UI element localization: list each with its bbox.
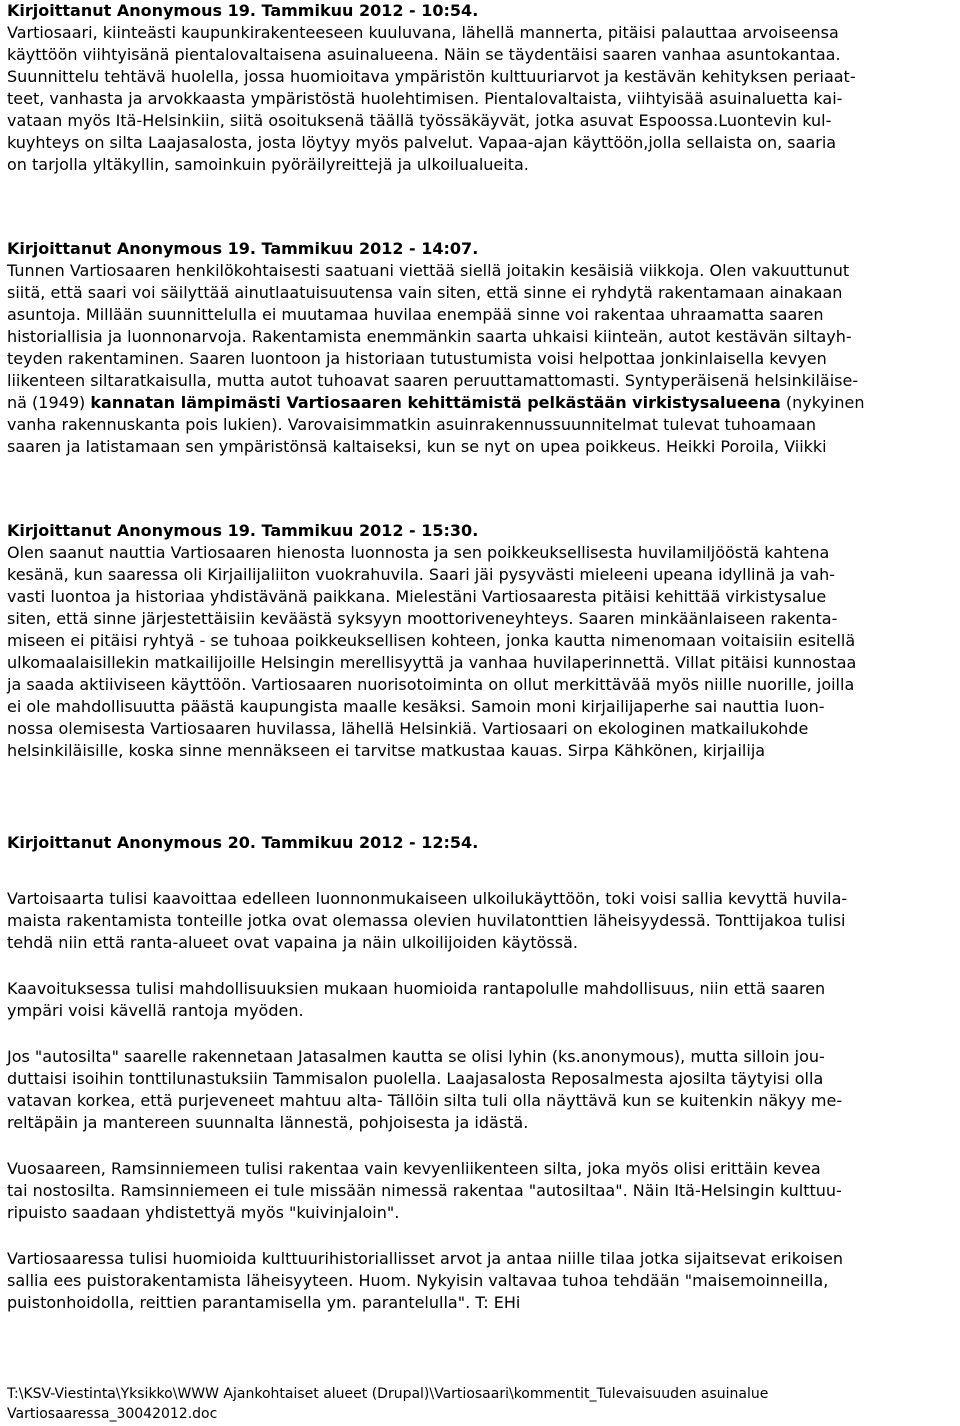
comment-line: nossa olemisesta Vartiosaaren huvilassa, lähellä Helsinkiä. Vartiosaari on ekologinen matkailukohde [7,719,809,738]
comment-line: historiallisia ja luonnonarvoja. Rakentamista enemmänkin saarta uhkaisi kiinteän, autot kestävän siltayh- [7,327,852,346]
comment-line: puistonhoidolla, reittien parantamisella ym. parantelulla". T: EHi [7,1293,521,1312]
comment-line: vatavan korkea, että purjeveneet mahtuu alta- Tällöin silta tuli olla näyttävä kun se kuitenkin näkyy me- [7,1091,843,1110]
comment-line: Tunnen Vartiosaaren henkilökohtaisesti saatuani viettää siellä joitakin kesäisiä viikkoja. Olen vakuuttunut [7,261,850,280]
comment-line: helsinkiläisille, koska sinne mennäkseen ei tarvitse matkustaa kauas. Sirpa Kähkönen, kirjailija [7,741,766,760]
comment-line: käyttöön viihtyisänä pientalovaltaisena asuinalueena. Näin se täydentäisi saaren vanhaa asuntokantaa. [7,45,841,64]
comment-heading: Kirjoittanut Anonymous 19. Tammikuu 2012 - 14:07. [7,239,479,258]
comment-line: Vartiosaari, kiinteästi kaupunkirakenteeseen kuuluvana, lähellä mannerta, pitäisi palauttaa arvoiseensa [7,23,839,42]
comment-line: Suunnittelu tehtävä huolella, jossa huomioitava ympäristön kulttuuriarvot ja kestävän kehityksen periaat- [7,67,856,86]
line-text: nä (1949) [7,393,91,412]
comment-line: vasti luontoa ja historiaa yhdistävänä paikkana. Mielestäni Vartiosaaresta pitäisi kehittää virkistysalue [7,587,827,606]
comment-line: Vartiosaaressa tulisi huomioida kulttuurihistoriallisset arvot ja antaa niille tilaa jotka sijaitsevat erikoisen [7,1249,843,1268]
line-text: (nykyinen [780,393,865,412]
comment-line: Olen saanut nauttia Vartiosaaren hienosta luonnosta ja sen poikkeuksellisesta huvilamiljööstä kahtena [7,543,830,562]
comment-line: liikenteen siltaratkaisulla, mutta autot tuhoavat saaren peruuttamattomasti. Syntyperäisenä helsinkiläise- [7,371,859,390]
comment-line: siten, että sinne järjestettäisiin keväästä syksyyn moottoriveneyhteys. Saaren minkäänlaiseen rakenta- [7,609,838,628]
comment-line: miseen ei pitäisi ryhtyä - se tuhoaa poikkeuksellisen kohteen, jonka kautta nimenomaan voitaisiin esitellä [7,631,856,650]
footer-file-path: T:\KSV-Viestinta\Yksikko\WWW Ajankohtaiset alueet (Drupal)\Vartiosaari\kommentit_Tulevaisuuden asuinalue [7,1386,769,1402]
comment-heading: Kirjoittanut Anonymous 20. Tammikuu 2012 - 12:54. [7,833,479,852]
comment-heading: Kirjoittanut Anonymous 19. Tammikuu 2012 - 15:30. [7,521,479,540]
comment-line: maista rakentamista tonteille jotka ovat olemassa olevien huvilatonttien läheisyydessä. Tonttijakoa tulisi [7,911,846,930]
comment-line: Jos "autosilta" saarelle rakennetaan Jatasalmen kautta se olisi lyhin (ks.anonymous), mutta silloin jou- [7,1047,825,1066]
comment-line: sallia ees puistorakentamista läheisyyteen. Huom. Nykyisin valtavaa tuhoa tehdään "maisemoinneilla, [7,1271,829,1290]
comment-line: vataan myös Itä-Helsinkiin, siitä osoituksenä täällä työssäkäyvät, jotka asuvat Espoossa.Luontevin kul- [7,111,832,130]
comment-line: teet, vanhasta ja arvokkaasta ympäristöstä huolehtimisen. Pientalovaltaista, viihtyisää asuinaluetta kai- [7,89,843,108]
comment-line: saaren ja latistamaan sen ympäristönsä kaltaiseksi, kun se nyt on upea poikkeus. Heikki Poroila, Viikki [7,437,827,456]
comment-line: on tarjolla yltäkyllin, samoinkuin pyöräilyreittejä ja ulkoilualueita. [7,155,529,174]
comment-line: ripuisto saadaan yhdistettyä myös "kuivinjaloin". [7,1203,400,1222]
comment-line: duttaisi isoihin tonttilunastuksiin Tammisalon puolella. Laajasalosta Reposalmesta ajosilta täytyisi olla [7,1069,824,1088]
comment-line: Vartoisaarta tulisi kaavoittaa edelleen luonnonmukaiseen ulkoilukäyttöön, toki voisi sallia kevyttä huvila- [7,889,848,908]
comment-line: ei ole mahdollisuutta päästä kaupungista maalle kesäksi. Samoin moni kirjailijaperhe sai nauttia luon- [7,697,825,716]
comment-line: siitä, että saari voi säilyttää ainutlaatuisuutensa vain siten, että sinne ei ryhdytä rakentamaan ainakaan [7,283,843,302]
comment-line: kuyhteys on silta Laajasalosta, josta löytyy myös palvelut. Vapaa-ajan käyttöön,jolla sellaista on, saaria [7,133,837,152]
emphasis-text: kannatan lämpimästi Vartiosaaren kehittämistä pelkästään virkistysalueena [90,393,781,412]
comment-line: ja saada aktiiviseen käyttöön. Vartiosaaren nuorisotoiminta on ollut merkittävää myös niille nuorille, joilla [7,675,855,694]
comment-line: reltäpäin ja mantereen suunnalta lännestä, pohjoisesta ja idästä. [7,1113,529,1132]
comment-line: Kaavoituksessa tulisi mahdollisuuksien mukaan huomioida rantapolulle mahdollisuus, niin että saaren [7,979,826,998]
comment-line: asuntoja. Millään suunnittelulla ei muutamaa huvilaa enempää sinne voi rakentaa uhraamatta saaren [7,305,824,324]
comment-line: teyden rakentaminen. Saaren luontoon ja historiaan tutustumista voisi helpottaa jonkinlaisella kevyen [7,349,827,368]
comment-line: ympäri voisi kävellä rantoja myöden. [7,1001,304,1020]
comment-line: kesänä, kun saaressa oli Kirjailijaliiton vuokrahuvila. Saari jäi pysyvästi mieleeni upeana idyllinä ja vah- [7,565,836,584]
footer-file-name: Vartiosaaressa_30042012.doc [7,1406,218,1422]
comment-line: tehdä niin että ranta-alueet ovat vapaina ja näin ulkoilijoiden käytössä. [7,933,578,952]
comment-line [7,392,864,414]
comment-heading: Kirjoittanut Anonymous 19. Tammikuu 2012 - 10:54. [7,1,479,20]
comment-line: vanha rakennuskanta pois lukien). Varovaisimmatkin asuinrakennussuunnitelmat tulevat tuhoamaan [7,415,816,434]
comment-line: ulkomaalaisillekin matkailijoille Helsingin merellisyyttä ja vanhaa huvilaperinnettä. Villat pitäisi kunnostaa [7,653,857,672]
comment-line: tai nostosilta. Ramsinniemeen ei tule missään nimessä rakentaa "autosiltaa". Näin Itä-Helsingin kulttuu- [7,1181,842,1200]
comment-line: Vuosaareen, Ramsinniemeen tulisi rakentaa vain kevyenliikenteen silta, joka myös olisi erittäin kevea [7,1159,821,1178]
